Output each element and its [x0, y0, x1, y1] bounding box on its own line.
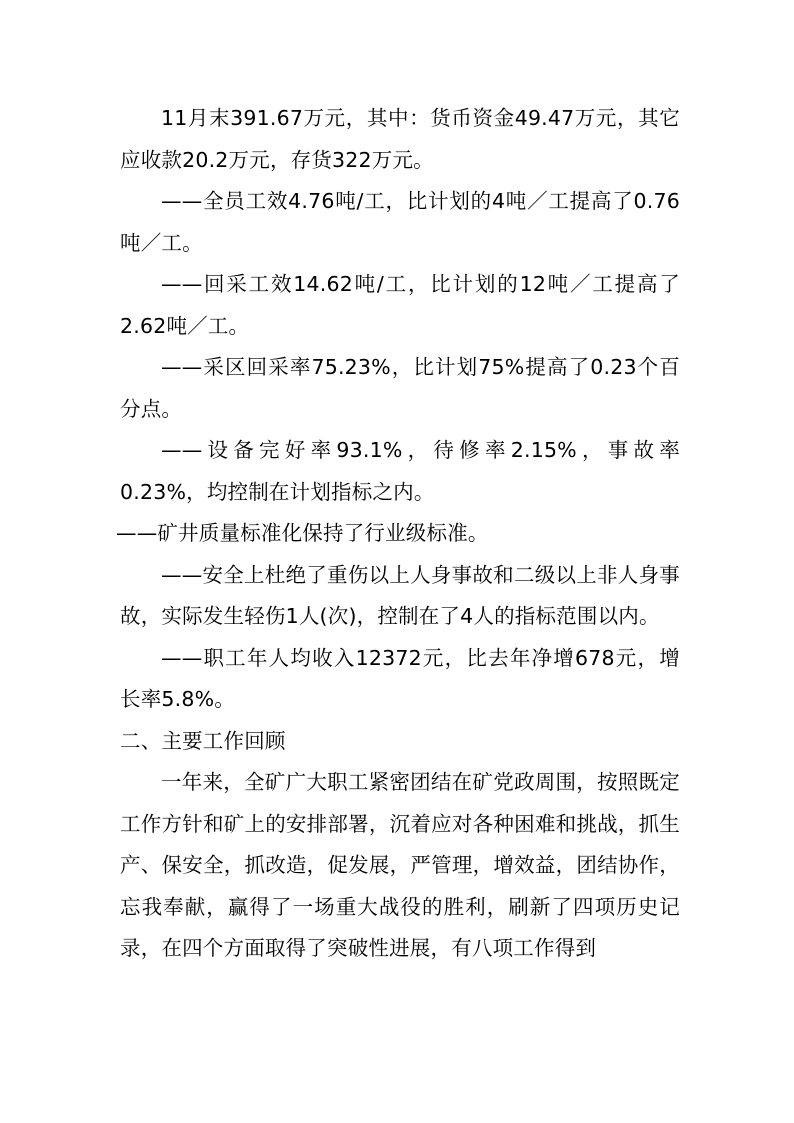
paragraph-work-review: 一年来，全矿广大职工紧密团结在矿党政周围，按照既定工作方针和矿上的安排部署，沉着应对各种困难和挑战，抓生产、保安全，抓改造，促发展，严管理，增效益，团结协作，忘我奉献，赢得了一场重大战役的胜利，刷新了四项历史记录，在四个方面取得了突破性进展，有八项工作得到: [120, 770, 680, 960]
paragraph-income: ——职工年人均收入12372元，比去年净增678元，增长率5.8%。: [120, 645, 680, 711]
paragraph-quality-standard: ——矿井质量标准化保持了行业级标准。: [116, 521, 489, 545]
paragraph-mining-efficiency: ——回采工效14.62吨/工，比计划的12吨／工提高了2.62吨／工。: [120, 272, 680, 338]
paragraph-overall-efficiency: ——全员工效4.76吨/工，比计划的4吨／工提高了0.76吨／工。: [120, 189, 680, 255]
section-heading: 二、主要工作回顾: [120, 728, 286, 753]
paragraph-balance: 11月末391.67万元，其中：货币资金49.47万元，其它应收款20.2万元，存货322万元。: [120, 106, 680, 172]
document-body: [116, 98, 680, 970]
paragraph-safety: ——安全上杜绝了重伤以上人身事故和二级以上非人身事故，实际发生轻伤1人(次)，控制在了4人的指标范围以内。: [120, 562, 680, 628]
paragraph-recovery-rate: ——采区回采率75.23%，比计划75%提高了0.23个百分点。: [120, 355, 680, 421]
paragraph-equipment-rate: ——设备完好率93.1%，待修率2.15%，事故率0.23%，均控制在计划指标之内。: [120, 438, 680, 504]
